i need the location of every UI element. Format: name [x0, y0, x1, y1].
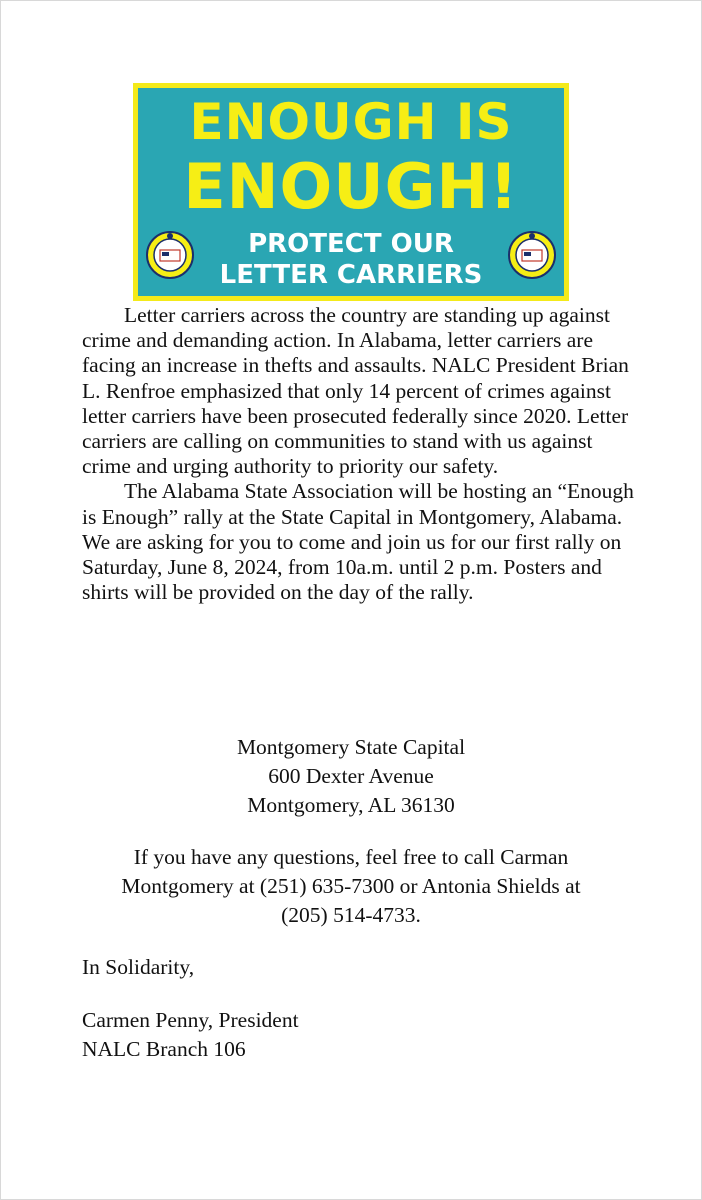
banner-subhead-line2: LETTER CARRIERS: [219, 260, 483, 290]
letter-body: [82, 303, 642, 605]
address-venue: Montgomery State Capital: [236, 735, 466, 759]
banner-subhead-line1: PROTECT OUR: [248, 229, 454, 259]
banner-panel: [138, 88, 564, 296]
signer-branch: NALC Branch 106: [82, 1037, 246, 1061]
paragraph-rally: The Alabama State Association will be hosting an “Enough is Enough” rally at the State Capital in Montgomery, Alabama. We are asking for you to come and join us for our first rally on Saturday, June 8, 2024, from 10a.m. until 2 p.m. Posters and shirts will be provided on the day of the rally.: [82, 479, 634, 605]
enough-is-enough-banner: [133, 83, 569, 301]
rally-address: [0, 733, 702, 820]
banner-headline-line2: ENOUGH!: [183, 150, 519, 223]
contact-info: [0, 843, 702, 930]
salutation: In Solidarity,: [82, 955, 195, 979]
address-city: Montgomery, AL 36130: [247, 793, 455, 817]
address-street: 600 Dexter Avenue: [268, 764, 434, 788]
contact-line3: (205) 514-4733.: [281, 903, 421, 927]
contact-line1: If you have any questions, feel free to call Carman: [133, 845, 569, 869]
signer-name: Carmen Penny, President: [82, 1008, 299, 1032]
banner-headline-line1: ENOUGH IS: [189, 93, 513, 151]
contact-line2: Montgomery at (251) 635-7300 or Antonia Shields at: [121, 874, 581, 898]
signature-block: [82, 1006, 299, 1064]
paragraph-crime: Letter carriers across the country are standing up against crime and demanding action. In Alabama, letter carriers are facing an increase in thefts and assaults. NALC President Brian L. Renfroe emphasized that only 14 percent of crimes against letter carriers have been prosecuted federally since 2020. Letter carriers are calling on communities to stand with us against crime and urging authority to priority our safety.: [82, 303, 629, 479]
